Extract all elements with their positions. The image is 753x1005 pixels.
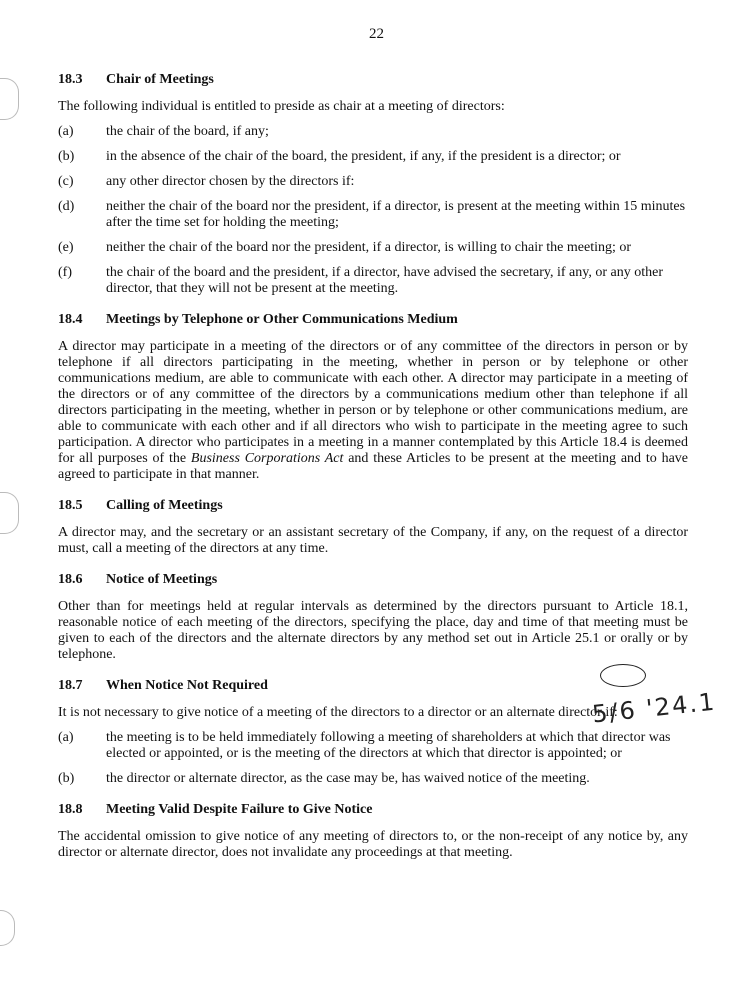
list-item — [58, 240, 688, 256]
section-body: A director may, and the secretary or an assistant secretary of the Company, if any, on the request of a director must, call a meeting of the directors at any time. — [58, 525, 688, 556]
list-item — [58, 124, 688, 140]
scan-edge-mark — [0, 910, 15, 946]
section-number: 18.7 — [58, 678, 83, 693]
list-item-label: (c) — [58, 174, 74, 189]
section-body-text: A director may participate in a meeting of the directors or of any committee of the directors in person or by telephone if all directors participating in the meeting, whether in person or by telephone or other communications medium, are able to communicate with each other. A director may participate in a meeting of the directors or of any committee of the directors by a communications medium other than telephone if all directors participating in the meeting, whether in person or by telephone or other communications medium, are able to communicate with each other and if all directors who wish to participate in the meeting agree to such participation. A director who participates in a meeting in a manner contemplated by this Article 18.4 is deemed for all purposes of the — [58, 339, 688, 466]
section-heading — [58, 498, 688, 514]
statute-name: Business Corporations Act — [190, 451, 344, 466]
section-body: The accidental omission to give notice of any meeting of directors to, or the non-receipt of any notice by, any director or alternate director, does not invalidate any proceedings at that meeting. — [58, 829, 688, 860]
list-item-text: neither the chair of the board nor the president, if a director, is willing to chair the meeting; or — [106, 240, 632, 255]
section-heading — [58, 802, 688, 818]
section-number: 18.5 — [58, 498, 83, 513]
list-item-text: any other director chosen by the directors if: — [106, 174, 355, 189]
section-title: Notice of Meetings — [106, 572, 218, 587]
page-number: 22 — [369, 26, 384, 42]
list-item-label: (b) — [58, 149, 75, 164]
section-intro: It is not necessary to give notice of a meeting of the directors to a director or an alternate director if: — [58, 705, 618, 720]
section-intro: The following individual is entitled to preside as chair at a meeting of directors: — [58, 99, 505, 114]
list-item-label: (f) — [58, 265, 72, 280]
list-item — [58, 199, 688, 231]
list-item-label: (a) — [58, 124, 74, 139]
document-body — [58, 72, 688, 861]
list-item-label: (b) — [58, 771, 75, 786]
list-item-text: the chair of the board, if any; — [106, 124, 269, 139]
list-item — [58, 265, 688, 297]
list-item — [58, 149, 688, 165]
section-body: Other than for meetings held at regular intervals as determined by the directors pursuant to Article 18.1, reasonable notice of each meeting of the directors, specifying the place, day and time of that meeting must be given to each of the directors and the alternate directors by any method set out in Article 25.1 or orally or by telephone. — [58, 599, 688, 662]
section-heading — [58, 572, 688, 588]
list-item — [58, 771, 688, 787]
handwritten-annotation: 5/6 '24.1 — [590, 687, 718, 729]
section-body — [58, 339, 688, 483]
handwritten-circle-annotation — [600, 664, 646, 687]
list-item-text: the director or alternate director, as the case may be, has waived notice of the meeting. — [106, 771, 590, 786]
section-heading — [58, 678, 688, 694]
section-number: 18.4 — [58, 312, 83, 327]
list-item-label: (a) — [58, 730, 74, 745]
list-item-label: (e) — [58, 240, 74, 255]
list-item — [58, 730, 688, 762]
section-heading — [58, 72, 688, 88]
list-item-text: in the absence of the chair of the board, the president, if any, if the president is a director; or — [106, 149, 621, 164]
section-title: Calling of Meetings — [106, 498, 223, 513]
section-heading — [58, 312, 688, 328]
section-title: Meeting Valid Despite Failure to Give Notice — [106, 802, 373, 817]
section-number: 18.6 — [58, 572, 83, 587]
list-item-text: the meeting is to be held immediately following a meeting of shareholders at which that director was elected or appointed, or is the meeting of the directors at which that director is appointed; or — [106, 730, 671, 761]
section-title: Chair of Meetings — [106, 72, 214, 87]
list-item-label: (d) — [58, 199, 75, 214]
list-item-text: neither the chair of the board nor the president, if a director, is present at the meeting within 15 minutes after the time set for holding the meeting; — [106, 199, 686, 230]
list-item — [58, 174, 688, 190]
section-number: 18.8 — [58, 802, 83, 817]
scan-edge-mark — [0, 492, 19, 534]
section-title: When Notice Not Required — [106, 678, 268, 693]
section-number: 18.3 — [58, 72, 83, 87]
scan-edge-mark — [0, 78, 19, 120]
list-item-text: the chair of the board and the president, if a director, have advised the secretary, if any, or any other director, that they will not be present at the meeting. — [106, 265, 663, 296]
section-body-text: and these Articles to be present at the meeting and to have agreed to participate in that manner. — [58, 451, 688, 482]
section-title: Meetings by Telephone or Other Communications Medium — [106, 312, 458, 327]
